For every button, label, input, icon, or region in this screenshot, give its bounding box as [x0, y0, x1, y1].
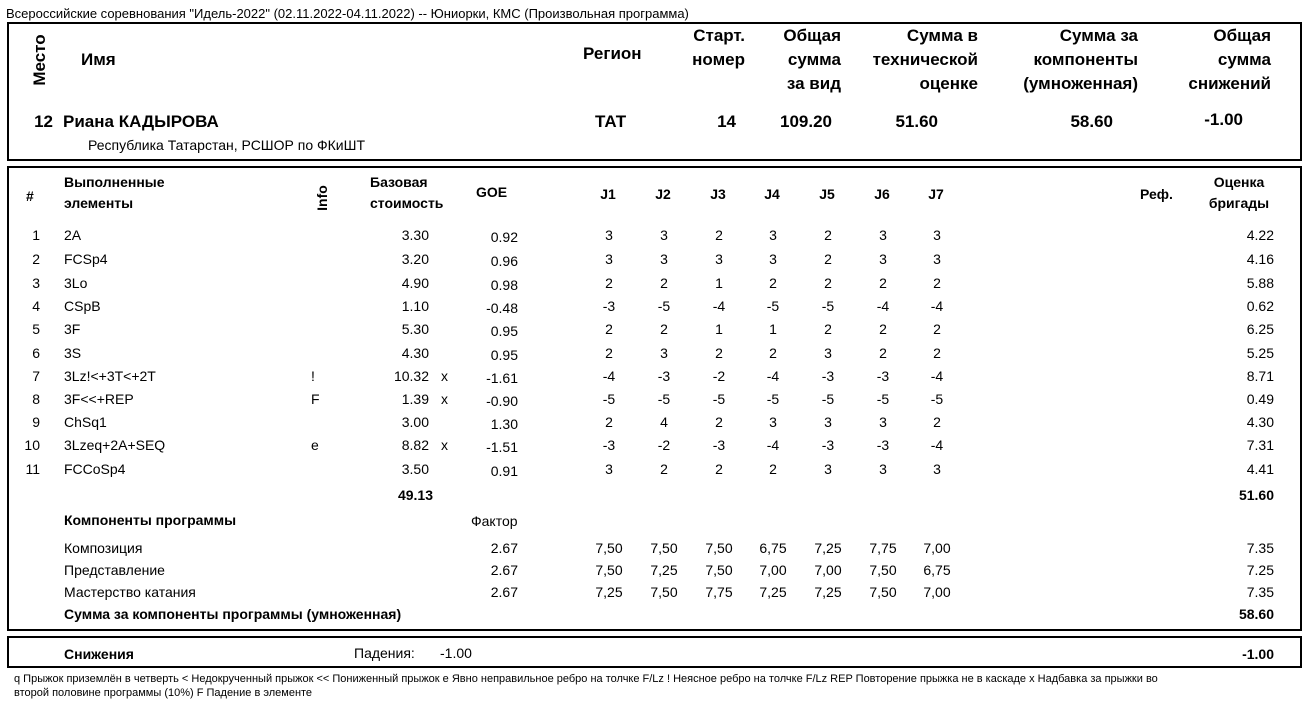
element-judge-score: -3 — [602, 437, 616, 453]
skater-club: Республика Татарстан, РСШОР по ФКиШТ — [88, 137, 366, 153]
element-panel-score: 6.25 — [1246, 321, 1274, 337]
element-judge-score: -4 — [930, 298, 944, 314]
col-header-judge: J4 — [764, 186, 780, 202]
component-judge-score: 7,50 — [595, 562, 623, 578]
element-judge-score: -4 — [766, 437, 780, 453]
component-score: 7.25 — [1246, 562, 1274, 578]
skater-total: 109.20 — [780, 112, 832, 131]
element-judge-score: 1 — [715, 321, 723, 337]
component-judge-score: 6,75 — [759, 540, 787, 556]
skater-region: ТАТ — [595, 112, 627, 131]
skater-pcs: 58.60 — [1070, 112, 1113, 131]
element-base-value: 3.20 — [401, 251, 429, 267]
element-base-value: 3.00 — [401, 414, 429, 430]
element-judge-score: 3 — [879, 461, 887, 477]
tes-label: Сумма в технической оценке — [872, 26, 978, 93]
component-score: 7.35 — [1246, 540, 1274, 556]
element-bonus-mark: x — [441, 391, 448, 407]
element-bonus-mark: x — [441, 368, 448, 384]
element-judge-score: 3 — [824, 345, 832, 361]
element-no: 7 — [32, 368, 40, 384]
element-no: 3 — [32, 275, 40, 291]
element-judge-score: 3 — [605, 461, 613, 477]
element-judge-score: -3 — [657, 368, 671, 384]
element-judge-score: 3 — [605, 251, 613, 267]
element-base-value: 3.50 — [401, 461, 429, 477]
component-factor: 2.67 — [490, 584, 518, 600]
element-judge-score: 2 — [879, 321, 887, 337]
element-judge-score: -5 — [821, 298, 835, 314]
falls-label: Падения: — [354, 645, 415, 661]
element-judge-score: -5 — [821, 391, 835, 407]
component-judge-score: 7,25 — [814, 540, 842, 556]
element-no: 10 — [24, 437, 40, 453]
col-header-ref: Реф. — [1140, 186, 1173, 202]
element-panel-score: 0.49 — [1246, 391, 1274, 407]
deductions-label: Снижения — [64, 646, 134, 662]
element-judge-score: 2 — [933, 275, 941, 291]
element-code: ChSq1 — [64, 414, 107, 430]
element-goe: 0.91 — [490, 463, 518, 479]
element-info: e — [311, 437, 319, 453]
element-goe: 1.30 — [490, 416, 518, 432]
element-judge-score: -5 — [602, 391, 616, 407]
element-judge-score: -3 — [876, 368, 890, 384]
element-judge-score: -5 — [766, 391, 780, 407]
element-base-value: 4.90 — [401, 275, 429, 291]
element-no: 9 — [32, 414, 40, 430]
elements-score-total: 51.60 — [1238, 487, 1274, 503]
element-base-value: 5.30 — [401, 321, 429, 337]
component-judge-score: 7,75 — [869, 540, 897, 556]
legend: q Прыжок приземлён в четверть < Недокрученный прыжок << Пониженный прыжок e Явно неправильное ребро на толчке F/Lz ! Неясное ребро на толчке F/Lz REP Повторение прыжка не в каскаде x Надбавка за прыжки во второй половине программы (10%) F Падение в элементе — [14, 673, 1158, 699]
element-judge-score: -4 — [602, 368, 616, 384]
component-judge-score: 7,00 — [759, 562, 787, 578]
col-header-judge: J7 — [928, 186, 944, 202]
place-label: Место — [30, 34, 49, 86]
skater-place: 12 — [34, 112, 53, 131]
element-judge-score: -5 — [657, 391, 671, 407]
deductions-sum-label: Общая сумма снижений — [1188, 26, 1271, 93]
col-header-judge: J3 — [710, 186, 726, 202]
pcs-label: Сумма за компоненты (умноженная) — [1023, 26, 1138, 93]
element-judge-score: 3 — [715, 251, 723, 267]
element-judge-score: 2 — [660, 275, 668, 291]
component-judge-score: 7,75 — [705, 584, 733, 600]
component-judge-score: 7,50 — [869, 584, 897, 600]
component-factor: 2.67 — [490, 562, 518, 578]
element-judge-score: 3 — [933, 461, 941, 477]
element-info: ! — [311, 368, 315, 384]
element-panel-score: 0.62 — [1246, 298, 1274, 314]
col-header-judge: J1 — [600, 186, 616, 202]
element-judge-score: 2 — [715, 345, 723, 361]
element-judge-score: 2 — [605, 275, 613, 291]
element-judge-score: 2 — [933, 345, 941, 361]
element-panel-score: 4.16 — [1246, 251, 1274, 267]
element-panel-score: 8.71 — [1246, 368, 1274, 384]
element-judge-score: 3 — [879, 227, 887, 243]
element-code: FCSp4 — [64, 251, 108, 267]
components-total-label: Сумма за компоненты программы (умноженная) — [64, 606, 402, 622]
element-judge-score: 1 — [715, 275, 723, 291]
component-judge-score: 7,50 — [705, 540, 733, 556]
element-judge-score: 2 — [824, 227, 832, 243]
skater-name: Риана КАДЫРОВА — [63, 112, 219, 131]
skater-start-no: 14 — [717, 112, 736, 131]
element-judge-score: 3 — [605, 227, 613, 243]
region-label: Регион — [583, 44, 642, 63]
component-judge-score: 7,50 — [869, 562, 897, 578]
component-judge-score: 7,00 — [923, 540, 951, 556]
element-base-value: 1.10 — [401, 298, 429, 314]
element-base-value: 4.30 — [401, 345, 429, 361]
element-judge-score: -4 — [766, 368, 780, 384]
element-judge-score: 2 — [769, 345, 777, 361]
element-code: 3Lzeq+2A+SEQ — [64, 437, 166, 453]
element-judge-score: 2 — [933, 321, 941, 337]
elements-base-total: 49.13 — [397, 487, 433, 503]
element-judge-score: -2 — [712, 368, 726, 384]
component-name: Композиция — [64, 540, 143, 556]
element-goe: -0.48 — [486, 300, 518, 316]
component-score: 7.35 — [1246, 584, 1274, 600]
col-header-judge: J6 — [874, 186, 890, 202]
element-judge-score: 2 — [824, 275, 832, 291]
component-factor: 2.67 — [490, 540, 518, 556]
element-judge-score: 2 — [824, 251, 832, 267]
col-header-judge: J2 — [655, 186, 671, 202]
element-goe: -1.61 — [486, 370, 518, 386]
component-judge-score: 7,50 — [595, 540, 623, 556]
element-no: 6 — [32, 345, 40, 361]
start-no-label: Старт. номер — [692, 26, 745, 69]
element-base-value: 1.39 — [401, 391, 429, 407]
element-goe: 0.95 — [490, 323, 518, 339]
page-title: Всероссийские соревнования "Идель-2022" (02.11.2022-04.11.2022) -- Юниорки, КМС (Произвольная программа) — [6, 6, 689, 21]
element-judge-score: -3 — [821, 437, 835, 453]
component-judge-score: 7,25 — [759, 584, 787, 600]
element-judge-score: -4 — [930, 437, 944, 453]
element-judge-score: -5 — [657, 298, 671, 314]
component-judge-score: 6,75 — [923, 562, 951, 578]
element-goe: -0.90 — [486, 393, 518, 409]
component-judge-score: 7,25 — [595, 584, 623, 600]
col-header-judge: J5 — [819, 186, 835, 202]
element-judge-score: -3 — [712, 437, 726, 453]
component-judge-score: 7,50 — [650, 540, 678, 556]
col-header-no: # — [26, 188, 34, 204]
element-code: CSpB — [64, 298, 101, 314]
element-no: 2 — [32, 251, 40, 267]
element-code: 3F — [64, 321, 81, 337]
element-code: 3Lz!<+3T<+2T — [64, 368, 156, 384]
name-label: Имя — [81, 50, 116, 69]
element-judge-score: 2 — [879, 345, 887, 361]
element-judge-score: 3 — [933, 251, 941, 267]
element-judge-score: 1 — [769, 321, 777, 337]
element-goe: 0.92 — [490, 229, 518, 245]
element-judge-score: -3 — [602, 298, 616, 314]
element-code: 3F<<+REP — [64, 391, 134, 407]
element-panel-score: 5.25 — [1246, 345, 1274, 361]
component-judge-score: 7,00 — [814, 562, 842, 578]
element-judge-score: -4 — [930, 368, 944, 384]
element-judge-score: -5 — [876, 391, 890, 407]
element-bonus-mark: x — [441, 437, 448, 453]
skater-deductions: -1.00 — [1204, 110, 1243, 129]
element-judge-score: 2 — [769, 275, 777, 291]
element-panel-score: 4.41 — [1246, 461, 1274, 477]
element-judge-score: -4 — [876, 298, 890, 314]
element-judge-score: 2 — [769, 461, 777, 477]
element-no: 11 — [25, 461, 40, 477]
element-no: 8 — [32, 391, 40, 407]
element-judge-score: 2 — [715, 461, 723, 477]
element-judge-score: 3 — [660, 227, 668, 243]
element-code: 3S — [64, 345, 82, 361]
element-judge-score: 2 — [605, 414, 613, 430]
element-judge-score: 3 — [824, 414, 832, 430]
element-judge-score: -2 — [657, 437, 671, 453]
element-judge-score: 3 — [879, 414, 887, 430]
element-panel-score: 4.30 — [1246, 414, 1274, 430]
col-header-score: Оценка бригады — [1208, 174, 1270, 211]
element-judge-score: -5 — [712, 391, 726, 407]
component-judge-score: 7,25 — [814, 584, 842, 600]
element-judge-score: 2 — [715, 414, 723, 430]
falls-value: -1.00 — [440, 645, 472, 661]
element-code: FCCoSp4 — [64, 461, 126, 477]
element-no: 1 — [32, 227, 40, 243]
col-header-base: Базовая стоимость — [370, 174, 444, 211]
element-goe: -1.51 — [486, 439, 518, 455]
element-panel-score: 4.22 — [1246, 227, 1274, 243]
element-judge-score: 2 — [660, 321, 668, 337]
element-judge-score: 2 — [660, 461, 668, 477]
element-judge-score: 2 — [933, 414, 941, 430]
element-judge-score: 4 — [660, 414, 668, 430]
element-judge-score: -3 — [876, 437, 890, 453]
components-total-score: 58.60 — [1238, 606, 1274, 622]
component-judge-score: 7,50 — [705, 562, 733, 578]
element-judge-score: 3 — [879, 251, 887, 267]
element-goe: 0.96 — [490, 253, 518, 269]
components-title: Компоненты программы — [64, 512, 237, 528]
element-base-value: 8.82 — [401, 437, 429, 453]
element-judge-score: 3 — [824, 461, 832, 477]
element-code: 2A — [64, 227, 82, 243]
element-judge-score: 2 — [605, 345, 613, 361]
element-goe: 0.98 — [490, 277, 518, 293]
element-judge-score: -4 — [712, 298, 726, 314]
element-info: F — [311, 391, 320, 407]
element-judge-score: -3 — [821, 368, 835, 384]
element-base-value: 3.30 — [401, 227, 429, 243]
element-panel-score: 5.88 — [1246, 275, 1274, 291]
col-header-info: Info — [314, 185, 330, 211]
element-judge-score: -5 — [766, 298, 780, 314]
element-judge-score: 3 — [660, 251, 668, 267]
element-judge-score: -5 — [930, 391, 944, 407]
element-judge-score: 2 — [879, 275, 887, 291]
element-judge-score: 3 — [769, 414, 777, 430]
deductions-total: -1.00 — [1242, 646, 1274, 662]
component-judge-score: 7,50 — [650, 584, 678, 600]
component-name: Мастерство катания — [64, 584, 196, 600]
element-judge-score: 2 — [824, 321, 832, 337]
element-judge-score: 3 — [769, 227, 777, 243]
deductions-box — [7, 636, 1302, 668]
col-header-elements: Выполненные элементы — [64, 174, 165, 211]
skater-tes: 51.60 — [895, 112, 938, 131]
element-code: 3Lo — [64, 275, 88, 291]
factor-label: Фактор — [471, 513, 518, 529]
element-judge-score: 3 — [769, 251, 777, 267]
total-score-label: Общая сумма за вид — [783, 26, 841, 93]
element-judge-score: 3 — [660, 345, 668, 361]
element-base-value: 10.32 — [393, 368, 429, 384]
element-judge-score: 3 — [933, 227, 941, 243]
element-goe: 0.95 — [490, 347, 518, 363]
col-header-goe: GOE — [476, 184, 508, 200]
element-judge-score: 2 — [605, 321, 613, 337]
element-no: 5 — [32, 321, 40, 337]
component-name: Представление — [64, 562, 165, 578]
component-judge-score: 7,00 — [923, 584, 951, 600]
element-no: 4 — [32, 298, 40, 314]
component-judge-score: 7,25 — [650, 562, 678, 578]
element-judge-score: 2 — [715, 227, 723, 243]
element-panel-score: 7.31 — [1246, 437, 1274, 453]
